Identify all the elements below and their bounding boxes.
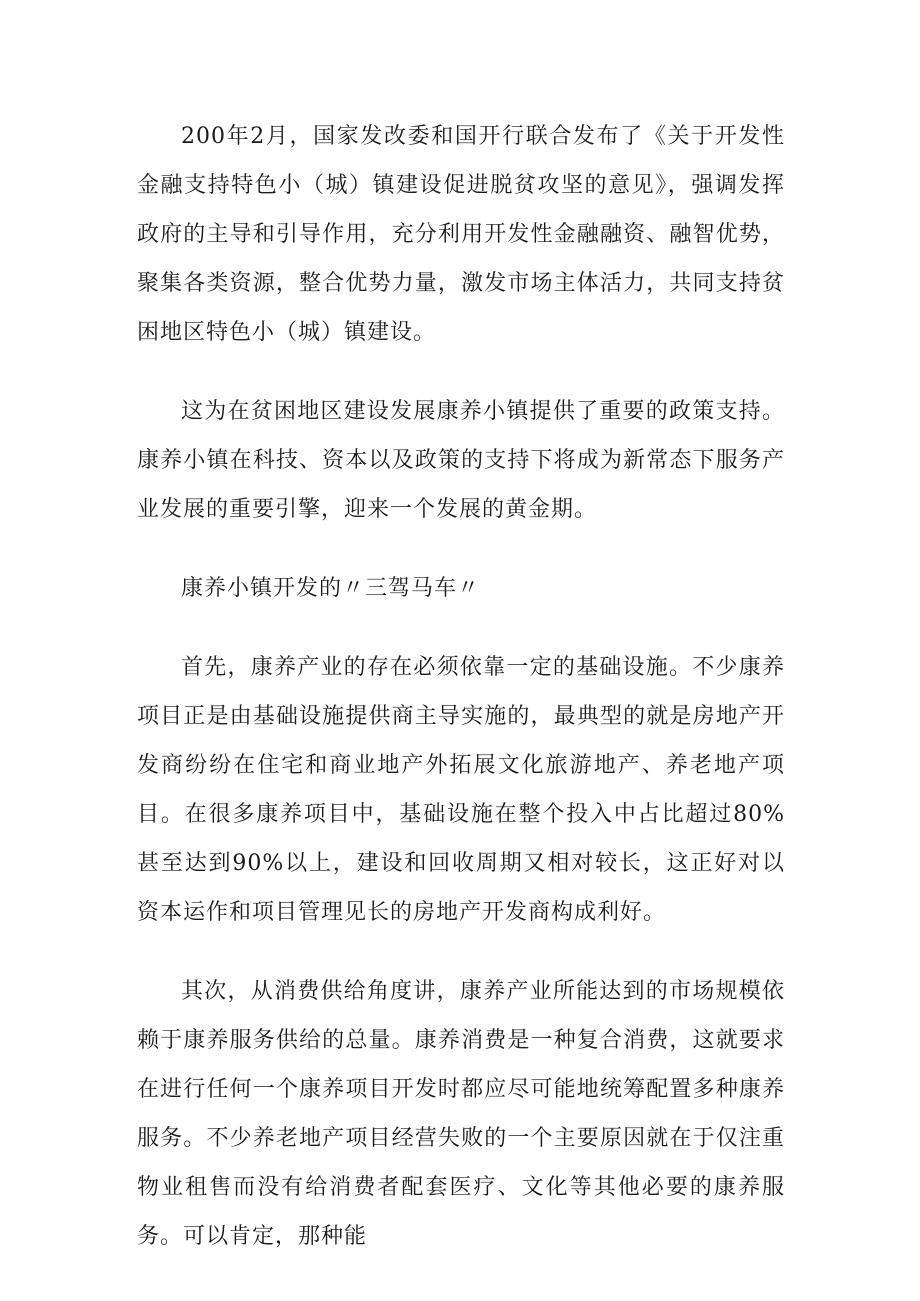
section-heading: 康养小镇开发的〃三驾马车〃 [181, 576, 481, 601]
paragraph-spacer [137, 357, 785, 387]
paragraph-policy-support: 这为在贫困地区建设发展康养小镇提供了重要的政策支持。康养小镇在科技、资本以及政策的支持下将成为新常态下服务产业发展的重要引擎，迎来一个发展的黄金期。 [137, 399, 785, 522]
document-body [137, 112, 785, 1261]
paragraph-spacer [137, 534, 785, 564]
paragraph-infrastructure: 首先，康养产业的存在必须依靠一定的基础设施。不少康养项目正是由基础设施提供商主导实施的，最典型的就是房地产开发商纷纷在住宅和商业地产外拓展文化旅游地产、养老地产项目。在很多康养项目中，基础设施在整个投入中占比超过80%甚至达到90%以上，建设和回收周期又相对较长，这正好对以资本运作和项目管理见长的房地产开发商构成利好。 [137, 655, 785, 925]
paragraph-policy-release: 200年2月，国家发改委和国开行联合发布了《关于开发性金融支持特色小（城）镇建设促进脱贫攻坚的意见》，强调发挥政府的主导和引导作用，充分利用开发性金融融资、融智优势，聚集各类资源，整合优势力量，激发市场主体活力，共同支持贫困地区特色小（城）镇建设。 [137, 124, 785, 345]
paragraph-spacer [137, 937, 785, 967]
paragraph-spacer [137, 613, 785, 643]
paragraph-consumption-supply: 其次，从消费供给角度讲，康养产业所能达到的市场规模依赖于康养服务供给的总量。康养消费是一种复合消费，这就要求在进行任何一个康养项目开发时都应尽可能地统筹配置多种康养服务。不少养老地产项目经营失败的一个主要原因就在于仅注重物业租售而没有给消费者配套医疗、文化等其他必要的康养服务。可以肯定，那种能 [137, 979, 785, 1249]
